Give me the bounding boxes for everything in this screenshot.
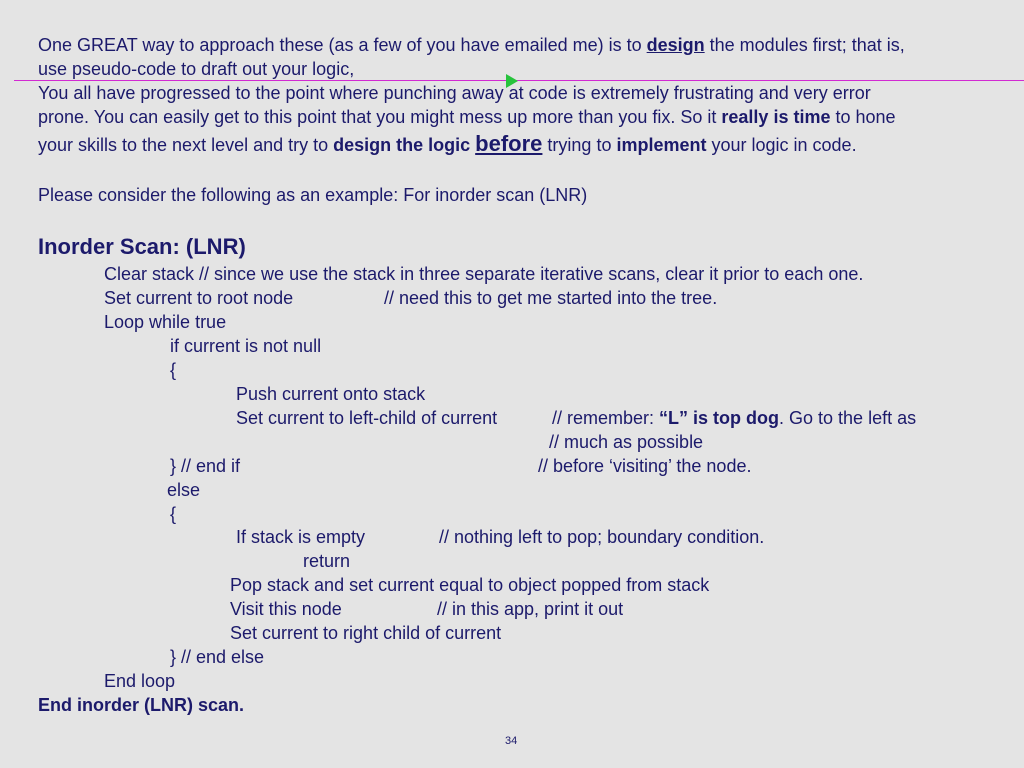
intro-line-4: prone. You can easily get to this point that you might mess up more than you fix. So it really is time to hone xyxy=(38,107,896,127)
code-end-scan: End inorder (LNR) scan. xyxy=(38,695,245,715)
section-heading: Inorder Scan: (LNR) xyxy=(38,234,246,259)
code-open-brace: { xyxy=(170,504,177,524)
page-number: 34 xyxy=(505,735,518,747)
code-pop-stack: Pop stack and set current equal to object popped from stack xyxy=(230,575,710,595)
emphasis-really-is-time: really is time xyxy=(721,107,831,127)
emphasis-before: before xyxy=(475,131,543,156)
code-open-brace: { xyxy=(170,360,177,380)
intro-line-5: your skills to the next level and try to design the logic before trying to implement your logic in code. xyxy=(38,131,857,156)
emphasis-l-is-top-dog: “L” is top dog xyxy=(659,408,780,428)
horizontal-guide-line xyxy=(14,80,1024,81)
intro-line-2: use pseudo-code to draft out your logic, xyxy=(38,59,355,79)
code-else: else xyxy=(167,480,201,500)
code-visit-comment: // in this app, print it out xyxy=(437,599,624,619)
code-nothing-left-comment: // nothing left to pop; boundary condition. xyxy=(439,527,765,547)
intro-line-1: One GREAT way to approach these (as a few of you have emailed me) is to design the modules first; that is, xyxy=(38,35,905,55)
code-set-left: Set current to left-child of current xyxy=(236,408,498,428)
emphasis-design: design xyxy=(646,35,705,55)
code-return: return xyxy=(303,551,351,571)
code-set-current: Set current to root node xyxy=(104,288,294,308)
intro-line-3: You all have progressed to the point where punching away at code is extremely frustrating and very error xyxy=(38,83,871,103)
code-remember-comment: // remember: “L” is top dog. Go to the left as xyxy=(552,408,917,428)
code-loop-while: Loop while true xyxy=(104,312,227,332)
consider-line: Please consider the following as an example: For inorder scan (LNR) xyxy=(38,185,588,205)
code-visit-node: Visit this node xyxy=(230,599,342,619)
code-end-else: } // end else xyxy=(170,647,265,667)
code-end-if: } // end if xyxy=(170,456,241,476)
code-set-right: Set current to right child of current xyxy=(230,623,502,643)
code-before-visiting: // before ‘visiting’ the node. xyxy=(538,456,752,476)
code-much-as-possible: // much as possible xyxy=(549,432,704,452)
code-set-current-comment: // need this to get me started into the tree. xyxy=(384,288,718,308)
code-push-current: Push current onto stack xyxy=(236,384,426,404)
code-if-stack-empty: If stack is empty xyxy=(236,527,366,547)
code-clear-stack: Clear stack // since we use the stack in three separate iterative scans, clear it prior to each one. xyxy=(104,264,864,284)
code-end-loop: End loop xyxy=(104,671,176,691)
code-if-current: if current is not null xyxy=(170,336,322,356)
